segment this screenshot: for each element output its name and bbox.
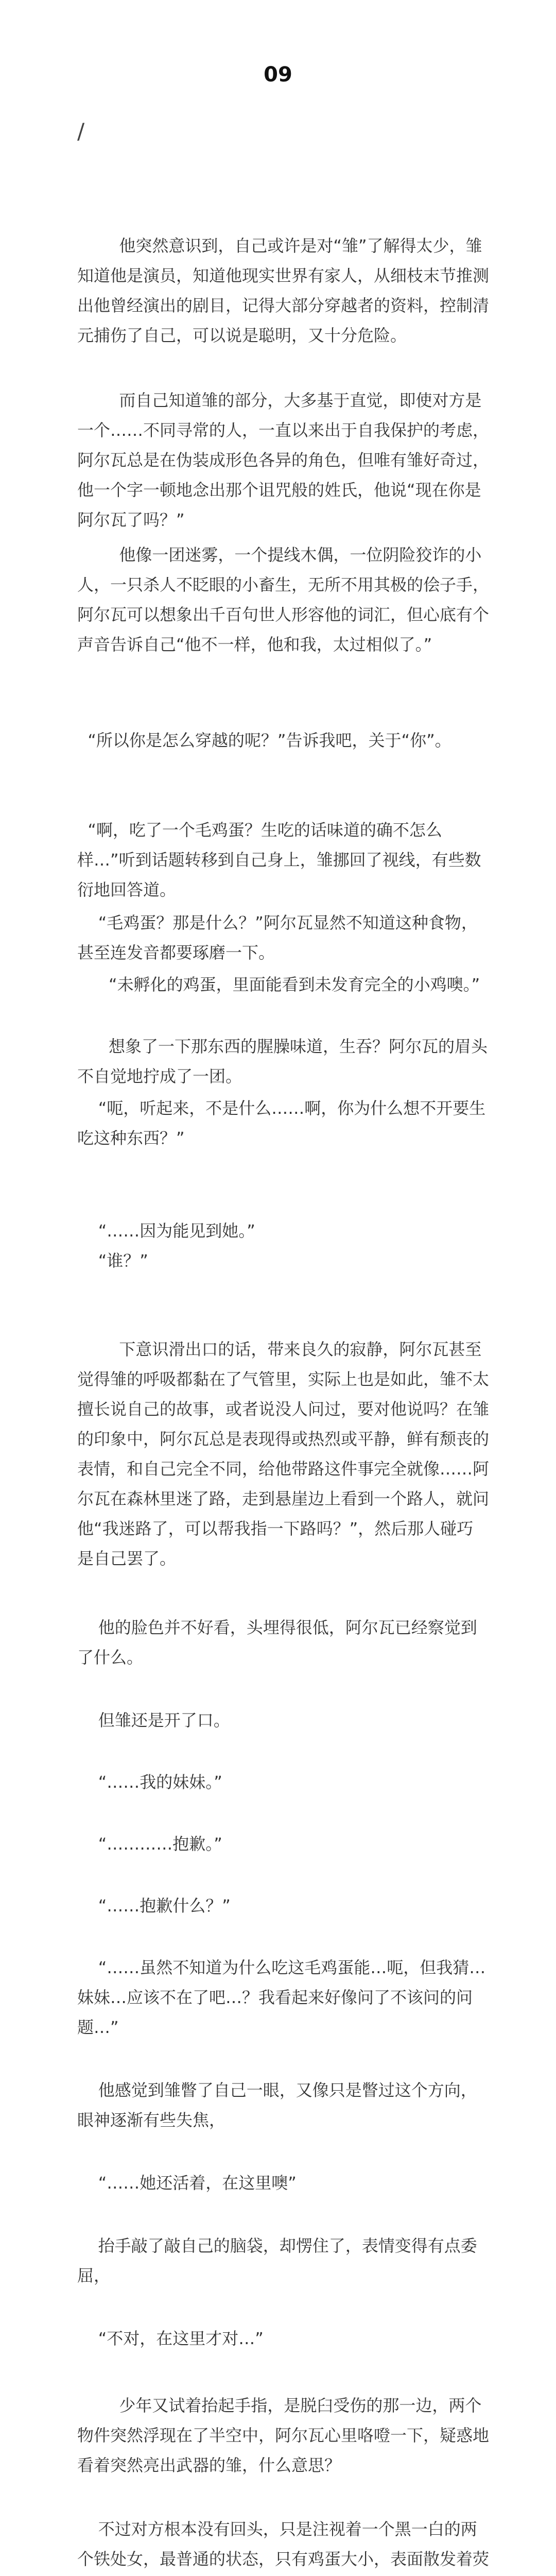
story-paragraph: 但雏还是开了口。: [77, 1710, 230, 1730]
story-paragraph: “呃，听起来，不是什么……啊，你为什么想不开要生吃这种东西？”: [77, 1098, 486, 1148]
story-paragraph: “不对，在这里才对…”: [77, 2329, 264, 2348]
story-paragraph: “谁？”: [77, 1251, 148, 1270]
story-paragraph: “……虽然不知道为什么吃这毛鸡蛋能…呃，但我猜…妹妹…应该不在了吧…？我看起来好像问了不该问的问题…”: [77, 1958, 486, 2037]
story-paragraph: 他的脸色并不好看，头埋得很低，阿尔瓦已经察觉到了什么。: [77, 1618, 477, 1667]
story-paragraph: “…………抱歉。”: [77, 1834, 222, 1854]
story-paragraph: “……她还活着，在这里噢”: [77, 2173, 297, 2193]
story-paragraph: “……抱歉什么？”: [77, 1896, 231, 1916]
story-paragraph: 而自己知道雏的部分，大多基于直觉，即使对方是一个……不同寻常的人，一直以来出于自我保护的考虑，阿尔瓦总是在伪装成形色各异的角色，但唯有雏好奇过，他一个字一顿地念出那个诅咒般的姓氏，他说“现在你是阿尔瓦了吗？”: [77, 391, 490, 530]
story-paragraph: 下意识滑出口的话，带来良久的寂静，阿尔瓦甚至觉得雏的呼吸都黏在了气管里，实际上也是如此，雏不太擅长说自己的故事，或者说没人问过，要对他说吗？在雏的印象中，阿尔瓦总是表现得或热烈或平静，鲜有颓丧的表情，和自己完全不同，给他带路这件事完全就像……阿尔瓦在森林里迷了路，走到悬崖边上看到一个路人，就问他“我迷路了，可以帮我指一下路吗？”，然后那人碰巧是自己罢了。: [77, 1340, 490, 1568]
story-paragraph: “啊，吃了一个毛鸡蛋？生吃的话味道的确不怎么样…”听到话题转移到自己身上，雏挪回了视线，有些数衍地回答道。: [77, 820, 481, 900]
story-paragraph: 不过对方根本没有回头，只是注视着一个黑一白的两个铁处女，最普通的状态，只有鸡蛋大小，表面散发着荧: [77, 2519, 490, 2569]
story-paragraph: 抬手敲了敲自己的脑袋，却愣住了，表情变得有点委屈，: [77, 2236, 477, 2285]
chapter-title: 09: [264, 63, 292, 87]
story-paragraph: “……我的妹妹。”: [77, 1772, 222, 1792]
story-paragraph: 他像一团迷雾，一个提线木偶，一位阴险狡诈的小人，一只杀人不眨眼的小畜生，无所不用其极的侩子手，阿尔瓦可以想象出千百句世人形容他的词汇，但心底有个声音告诉自己“他不一样，他和我，太过相似了。”: [77, 545, 490, 654]
story-paragraph: “……因为能见到她。”: [77, 1221, 255, 1241]
section-separator-mark: /: [77, 118, 85, 144]
story-paragraph: 他感觉到雏瞥了自己一眼，又像只是瞥过这个方向，眼神逐渐有些失焦，: [77, 2080, 477, 2130]
story-paragraph: 他突然意识到，自己或许是对“雏”了解得太少，雏知道他是演员，知道他现实世界有家人，从细枝末节推测出他曾经演出的剧目，记得大部分穿越者的资料，控制清元捕伤了自己，可以说是聪明，又十分危险。: [77, 236, 490, 345]
story-paragraph: “所以你是怎么穿越的呢？”告诉我吧，关于“你”。: [77, 731, 451, 750]
story-paragraph: “毛鸡蛋？那是什么？”阿尔瓦显然不知道这种食物，甚至连发音都要琢磨一下。: [77, 913, 478, 962]
story-paragraph: “未孵化的鸡蛋，里面能看到未发育完全的小鸡噢。”: [77, 975, 480, 994]
story-paragraph: 少年又试着抬起手指，是脱臼受伤的那一边，两个物件突然浮现在了半空中，阿尔瓦心里咯噔一下，疑惑地看着突然亮出武器的雏，什么意思？: [77, 2396, 490, 2475]
story-paragraph: 想象了一下那东西的腥臊味道，生吞？阿尔瓦的眉头不自觉地拧成了一团。: [77, 1037, 488, 1086]
